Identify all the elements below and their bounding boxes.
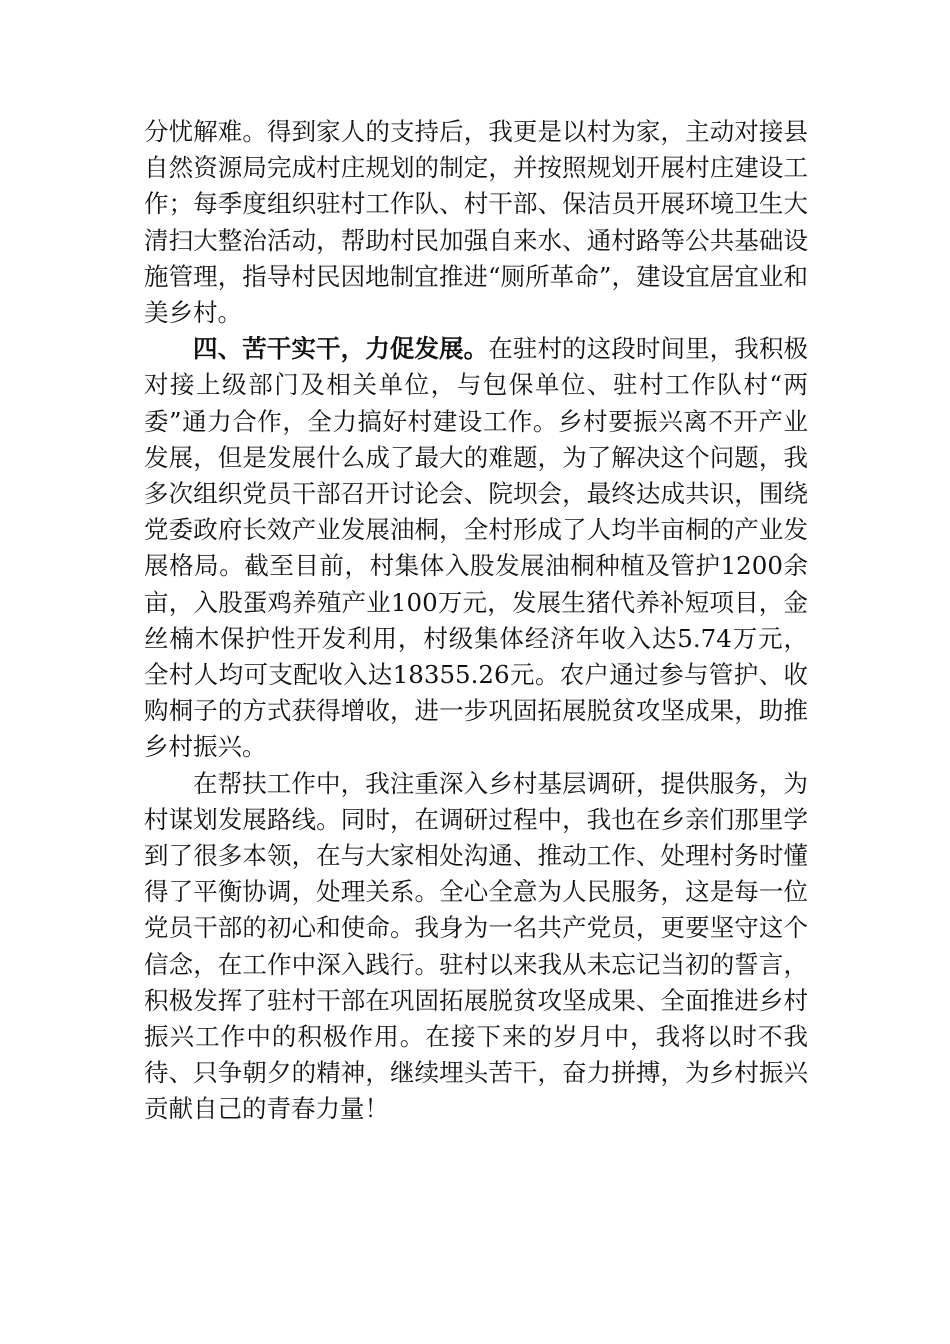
paragraph-continuation: 分忧解难。得到家人的支持后，我更是以村为家，主动对接县自然资源局完成村庄规划的制定，并按照规划开展村庄建设工作；每季度组织驻村工作队、村干部、保洁员开展环境卫生大清扫大整治活动，帮助村民加强自来水、通村路等公共基础设施管理，指导村民因地制宜推进“厕所革命”，建设宜居宜业和美乡村。 — [144, 117, 808, 328]
section-4-heading: 四、苦干实干，力促发展。 — [193, 334, 489, 364]
closing-paragraph: 在帮扶工作中，我注重深入乡村基层调研，提供服务，为村谋划发展路线。同时，在调研过程中，我也在乡亲们那里学到了很多本领，在与大家相处沟通、推动工作、处理村务时懂得了平衡协调，处理关系。全心全意为人民服务，这是每一位党员干部的初心和使命。我身为一名共产党员，更要坚守这个信念，在工作中深入践行。驻村以来我从未忘记当初的誓言，积极发挥了驻村干部在巩固拓展脱贫攻坚成果、全面推进乡村振兴工作中的积极作用。在接下来的岁月中，我将以时不我待、只争朝夕的精神，继续埋头苦干，奋力拼搏，为乡村振兴贡献自己的青春力量！ — [144, 768, 808, 1124]
section-4-body: 在驻村的这段时间里，我积极对接上级部门及相关单位，与包保单位、驻村工作队村“两委”通力合作，全力搞好村建设工作。乡村要振兴离不开产业发展，但是发展什么成了最大的难题，为了解决这个问题，我多次组织党员干部召开讨论会、院坝会，最终达成共识，围绕党委政府长效产业发展油桐，全村形成了人均半亩桐的产业发展格局。截至目前，村集体入股发展油桐种植及管护1200余亩，入股蛋鸡养殖产业100万元，发展生猪代养补短项目，金丝楠木保护性开发利用，村级集体经济年收入达5.74万元，全村人均可支配收入达18355.26元。农户通过参与管护、收购桐子的方式获得增收，进一步巩固拓展脱贫攻坚成果，助推乡村振兴。 — [144, 334, 808, 762]
section-4-paragraph — [144, 331, 808, 765]
document-page — [144, 114, 808, 1128]
